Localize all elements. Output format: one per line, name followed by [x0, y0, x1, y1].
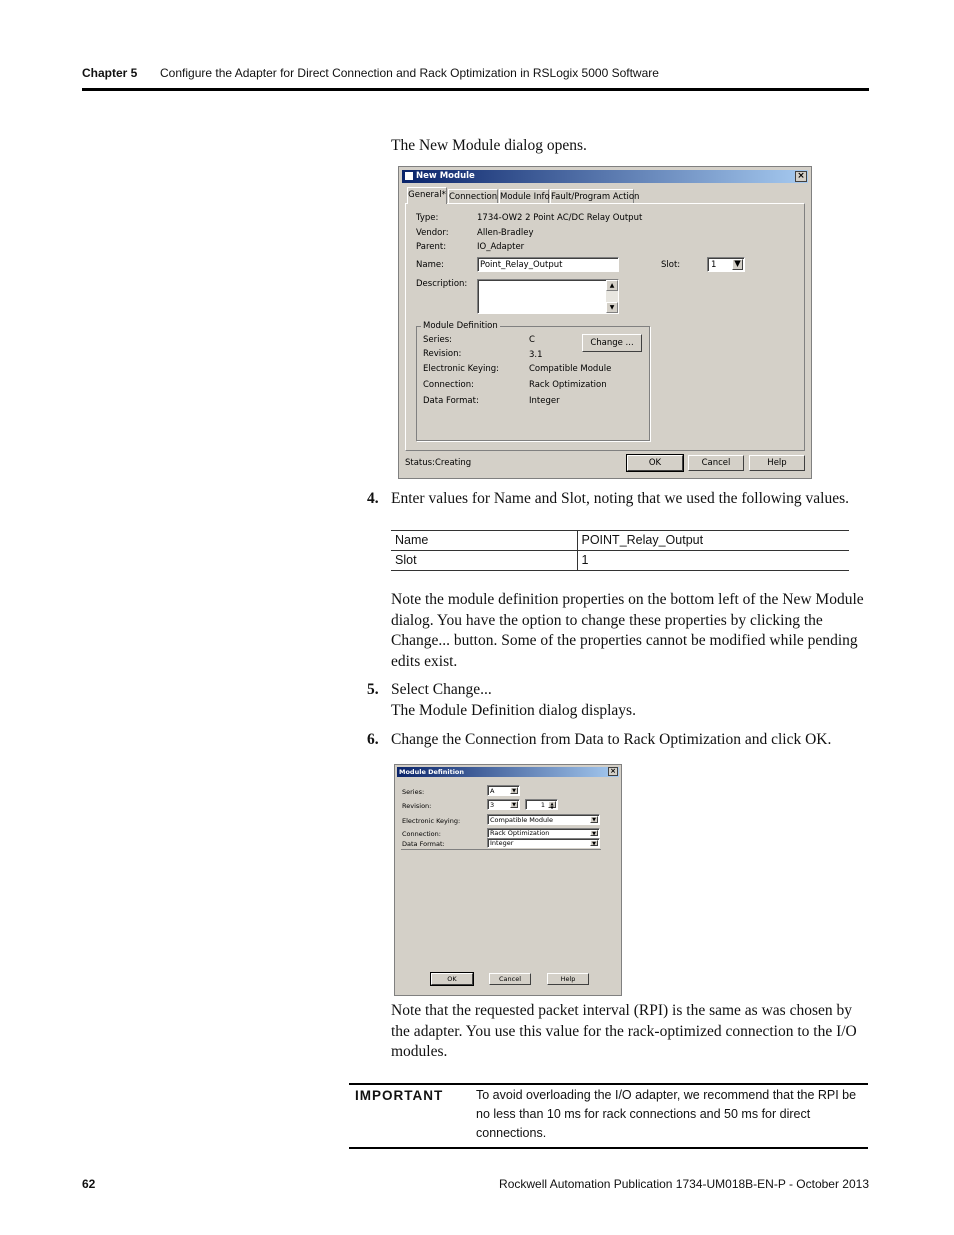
important-label: IMPORTANT: [355, 1088, 444, 1103]
change-button[interactable]: Change ...: [582, 334, 642, 352]
cancel-button[interactable]: Cancel: [489, 973, 531, 985]
step-4-number: 4.: [367, 490, 379, 507]
table-row: [391, 551, 849, 571]
keying-value: Compatible Module: [529, 364, 612, 374]
data-format-label: Data Format:: [423, 396, 479, 406]
scroll-down-icon[interactable]: ▼: [606, 302, 618, 313]
important-text: To avoid overloading the I/O adapter, we recommend that the RPI be no less than 10 ms for rack connections and 50 ms for direct connections.: [476, 1088, 857, 1140]
dialog-title: New Module: [416, 171, 475, 181]
revision-label: Revision:: [402, 802, 432, 810]
header-rule: [82, 88, 869, 91]
series-value: C: [529, 335, 535, 345]
keying-select[interactable]: Compatible Module ▼: [487, 814, 600, 825]
description-label: Description:: [416, 279, 468, 289]
chevron-down-icon[interactable]: ▼: [732, 259, 743, 270]
series-label: Series:: [402, 788, 425, 796]
step-6-text: Change the Connection from Data to Rack Optimization and click OK.: [391, 731, 832, 748]
vendor-value: Allen-Bradley: [477, 228, 534, 238]
vendor-label: Vendor:: [416, 228, 449, 238]
close-icon: ×: [797, 171, 805, 181]
series-select[interactable]: A ▼: [487, 785, 520, 796]
chevron-down-icon[interactable]: ▼: [590, 830, 598, 836]
close-button[interactable]: [608, 767, 618, 776]
table-cell: Slot: [391, 551, 577, 571]
name-label: Name:: [416, 260, 444, 270]
connection-label: Connection:: [402, 830, 441, 838]
connection-select[interactable]: Rack Optimization ▼: [487, 828, 600, 838]
dialog-title-bar: [397, 767, 619, 777]
scrollbar[interactable]: [606, 280, 618, 313]
important-rule-bottom: [349, 1147, 868, 1149]
important-rule-top: [349, 1083, 868, 1085]
status-value: Creating: [435, 458, 472, 468]
connection-value: Rack Optimization: [529, 380, 607, 390]
close-button[interactable]: [795, 171, 807, 182]
slot-select[interactable]: 1 ▼: [707, 257, 745, 272]
description-input[interactable]: [477, 279, 619, 314]
chevron-down-icon[interactable]: ▼: [510, 801, 518, 808]
name-input[interactable]: Point_Relay_Output: [477, 257, 619, 272]
chevron-down-icon[interactable]: ▼: [590, 816, 598, 823]
chevron-down-icon[interactable]: ▼: [590, 840, 598, 846]
close-icon: ×: [610, 767, 616, 775]
slot-label: Slot:: [661, 260, 681, 270]
step-6-number: 6.: [367, 731, 379, 748]
values-table: [391, 530, 849, 571]
chapter-label: Chapter 5: [82, 66, 138, 80]
module-definition-group-label: Module Definition: [423, 321, 498, 331]
chapter-title: Configure the Adapter for Direct Connection and Rack Optimization in RSLogix 5000 Software: [160, 66, 659, 80]
table-cell: POINT_Relay_Output: [577, 531, 849, 551]
data-format-label: Data Format:: [402, 840, 445, 848]
help-button[interactable]: Help: [749, 455, 805, 471]
help-button[interactable]: Help: [547, 973, 589, 985]
data-format-select[interactable]: Integer ▼: [487, 838, 600, 848]
parent-label: Parent:: [416, 242, 447, 252]
dialog-title-bar: [402, 170, 808, 183]
spinner-icon[interactable]: ▲ ▼: [548, 801, 556, 808]
cancel-button[interactable]: Cancel: [688, 455, 744, 471]
table-cell: Name: [391, 531, 577, 551]
keying-label: Electronic Keying:: [423, 364, 500, 374]
step-5-subtext: The Module Definition dialog displays.: [391, 702, 636, 719]
status-label: Status:: [405, 458, 435, 468]
ok-button[interactable]: OK: [431, 973, 473, 985]
note-rpi: Note that the requested packet interval (RPI) is the same as was chosen by the adapter. You use this value for the rack-optimized connection to the I/O modules.: [391, 1002, 857, 1060]
parent-value: IO_Adapter: [477, 242, 525, 252]
tab-module-info[interactable]: Module Info: [499, 189, 549, 204]
note-module-definition: Note the module definition properties on the bottom left of the New Module dialog. You have the option to change these properties by clicking the Change... button. Some of the properties cannot be modified while pending edits exist.: [391, 591, 864, 670]
data-format-value: Integer: [529, 396, 560, 406]
type-value: 1734-OW2 2 Point AC/DC Relay Output: [477, 213, 643, 223]
revision-value: 3.1: [529, 350, 543, 360]
window-icon: [405, 172, 413, 180]
keying-label: Electronic Keying:: [402, 817, 461, 825]
tab-fault-program-action[interactable]: Fault/Program Action: [550, 189, 634, 204]
publication-info: Rockwell Automation Publication 1734-UM018B-EN-P - October 2013: [499, 1177, 869, 1191]
new-module-dialog: [398, 166, 812, 479]
page-number: 62: [82, 1177, 96, 1191]
revision-major-select[interactable]: 3 ▼: [487, 799, 520, 810]
revision-label: Revision:: [423, 349, 462, 359]
series-label: Series:: [423, 335, 453, 345]
dialog-title: Module Definition: [399, 768, 465, 776]
ok-button[interactable]: OK: [627, 455, 683, 471]
grid-divider: [401, 849, 601, 850]
step-5-number: 5.: [367, 681, 379, 698]
step-5-text: Select Change...: [391, 681, 492, 698]
intro-text: The New Module dialog opens.: [391, 137, 587, 154]
scroll-up-icon[interactable]: ▲: [606, 280, 618, 291]
step-4-text: Enter values for Name and Slot, noting that we used the following values.: [391, 490, 850, 507]
chevron-down-icon[interactable]: ▼: [510, 787, 518, 794]
module-definition-dialog: [394, 764, 622, 996]
table-row: [391, 531, 849, 551]
type-label: Type:: [416, 213, 439, 223]
revision-minor-stepper[interactable]: 1 ▲ ▼: [525, 799, 558, 810]
tab-general[interactable]: General*: [407, 187, 447, 204]
table-cell: 1: [577, 551, 849, 571]
connection-label: Connection:: [423, 380, 474, 390]
tab-connection[interactable]: Connection: [448, 189, 498, 204]
